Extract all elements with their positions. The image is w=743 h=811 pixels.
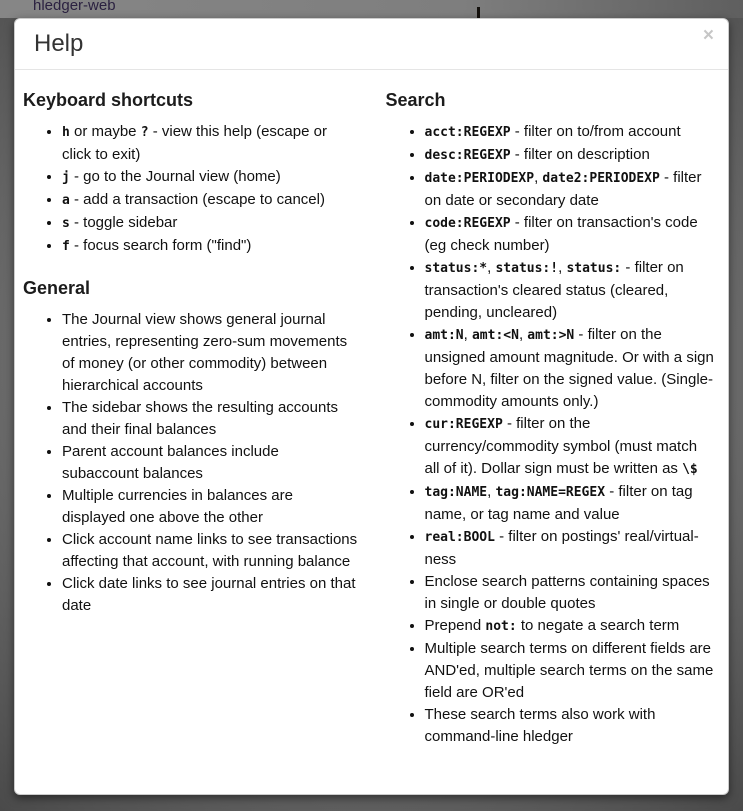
- code-term: cur:REGEXP: [424, 417, 503, 432]
- list-item: • Enclose search patterns containing spaces in single or double quotes: [425, 571, 717, 615]
- code-term: tag:NAME=REGEX: [495, 485, 606, 500]
- section-heading-search: Search: [385, 90, 446, 110]
- list-item: • real:BOOL - filter on postings' real/virtual-ness: [425, 526, 717, 571]
- list-item: • acct:REGEXP - filter on to/from account: [425, 121, 717, 144]
- list-item: • Multiple search terms on different fields are AND'ed, multiple search terms on the same field are OR'ed: [425, 638, 717, 704]
- code-term: status:*: [424, 261, 488, 276]
- modal-header: [15, 19, 728, 70]
- column-right: [372, 90, 729, 758]
- list-item: • Prepend not: to negate a search term: [425, 615, 717, 638]
- code-term: j: [62, 170, 70, 185]
- background-page: [0, 0, 743, 18]
- code-term: status:: [566, 261, 622, 276]
- list-item: • cur:REGEXP - filter on the currency/commodity symbol (must match all of it). Dollar sign must be written as \$: [425, 413, 717, 481]
- keyboard-shortcuts-list: [23, 121, 358, 258]
- background-page-fragment: [477, 7, 480, 18]
- general-list: [23, 309, 358, 617]
- list-item: • status:*, status:!, status: - filter on transaction's cleared status (cleared, pending, uncleared): [425, 257, 717, 324]
- list-item: • tag:NAME, tag:NAME=REGEX - filter on tag name, or tag name and value: [425, 481, 717, 526]
- code-term: amt:N: [424, 328, 464, 343]
- close-icon[interactable]: ×: [702, 25, 714, 46]
- code-term: h: [62, 125, 70, 140]
- code-term: desc:REGEXP: [424, 148, 511, 163]
- list-item: • Multiple currencies in balances are displayed one above the other: [62, 485, 358, 529]
- code-term: acct:REGEXP: [424, 125, 511, 140]
- list-item: • amt:N, amt:<N, amt:>N - filter on the unsigned amount magnitude. Or with a sign before N, filter on the signed value. (Single-commodity amounts only.): [425, 324, 717, 413]
- list-item: • code:REGEXP - filter on transaction's code (eg check number): [425, 212, 717, 257]
- list-item: • j - go to the Journal view (home): [62, 166, 358, 189]
- list-item: • The sidebar shows the resulting accounts and their final balances: [62, 397, 358, 441]
- code-term: date:PERIODEXP: [424, 171, 535, 186]
- list-item: • These search terms also work with command-line hledger: [425, 704, 717, 748]
- list-item: • The Journal view shows general journal entries, representing zero-sum movements of money (or other commodity) between hierarchical accounts: [62, 309, 358, 397]
- code-term: real:BOOL: [424, 530, 495, 545]
- code-term: status:!: [495, 261, 559, 276]
- column-left: [15, 90, 372, 758]
- code-term: a: [62, 193, 70, 208]
- code-term: tag:NAME: [424, 485, 488, 500]
- background-brand-link[interactable]: hledger-web: [33, 0, 116, 14]
- section-heading-general: General: [23, 278, 91, 298]
- section-heading-keyboard-shortcuts: Keyboard shortcuts: [23, 90, 194, 110]
- list-item: • Click account name links to see transactions affecting that account, with running balance: [62, 529, 358, 573]
- search-terms-list: [386, 121, 717, 748]
- help-modal: [14, 18, 729, 795]
- code-term: amt:<N: [471, 328, 519, 343]
- list-item: • Click date links to see journal entries on that date: [62, 573, 358, 617]
- list-item: • Parent account balances include subaccount balances: [62, 441, 358, 485]
- code-term: code:REGEXP: [424, 216, 511, 231]
- list-item: • h or maybe ? - view this help (escape or click to exit): [62, 121, 358, 166]
- list-item: • s - toggle sidebar: [62, 212, 358, 235]
- code-term: s: [62, 216, 70, 231]
- list-item: • desc:REGEXP - filter on description: [425, 144, 717, 167]
- code-term: date2:PERIODEXP: [542, 171, 660, 186]
- list-item: • f - focus search form ("find"): [62, 235, 358, 258]
- code-term: amt:>N: [527, 328, 575, 343]
- code-term: \$: [682, 462, 698, 477]
- code-term: ?: [140, 125, 149, 140]
- list-item: • date:PERIODEXP, date2:PERIODEXP - filter on date or secondary date: [425, 167, 717, 212]
- code-term: f: [62, 239, 70, 254]
- code-term: not:: [485, 619, 517, 634]
- modal-body: [15, 70, 728, 788]
- modal-title: Help: [34, 30, 84, 57]
- list-item: • a - add a transaction (escape to cancel): [62, 189, 358, 212]
